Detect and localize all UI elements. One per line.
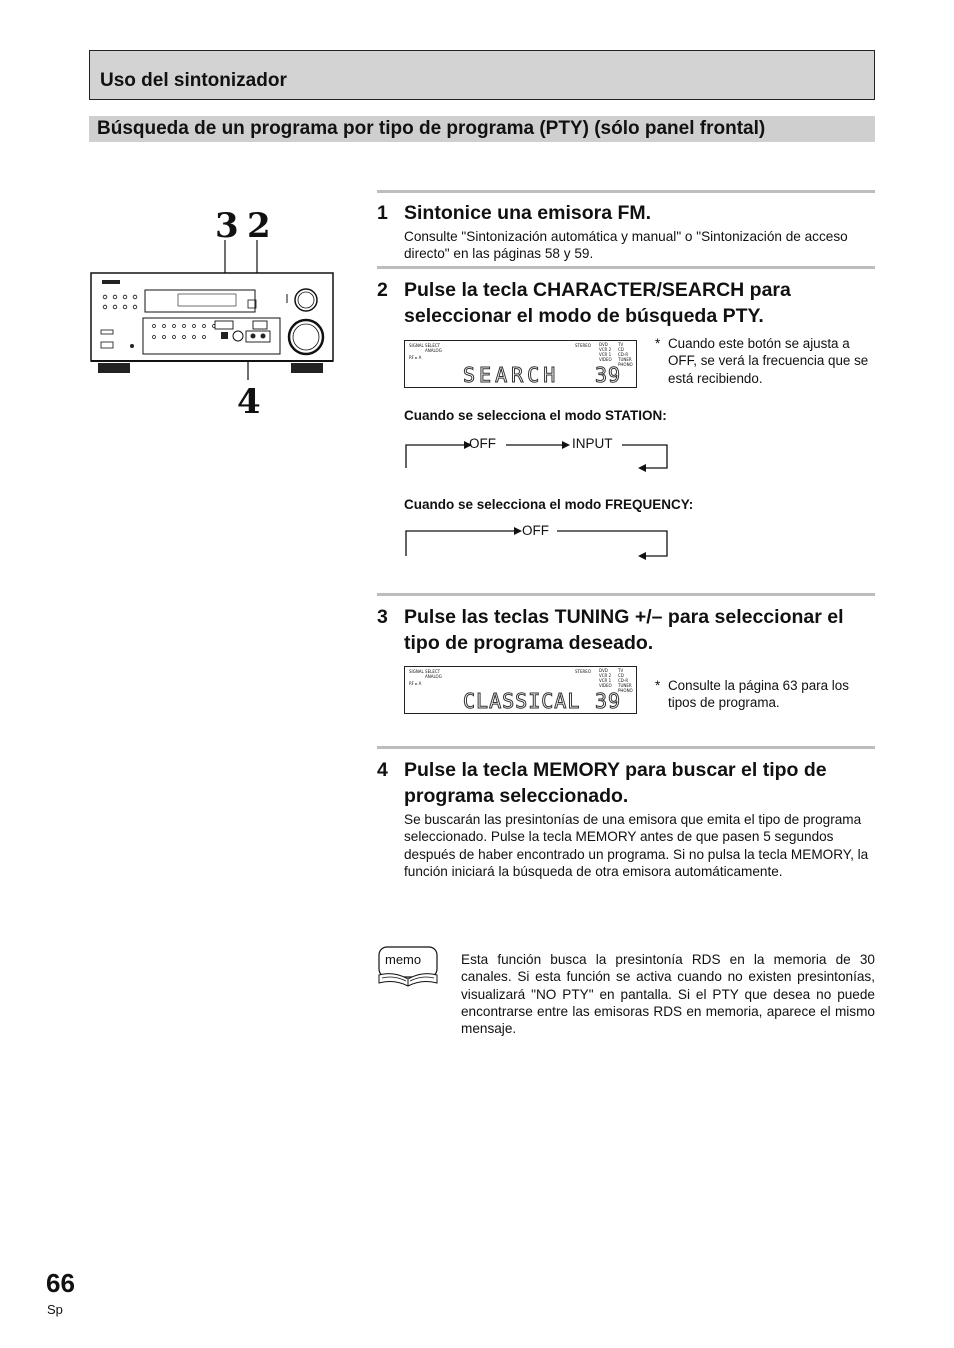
station-flow-diagram bbox=[404, 432, 672, 472]
lcd-stereo: STEREO bbox=[575, 343, 591, 348]
station-mode-label: Cuando se selecciona el modo STATION: bbox=[404, 408, 667, 423]
lcd-col1-item: VCR 1 bbox=[599, 352, 612, 357]
step2-rule bbox=[377, 266, 875, 269]
lcd-col2-item: TV bbox=[618, 668, 624, 673]
figure-label-4: 4 bbox=[237, 382, 261, 422]
language-code: Sp bbox=[47, 1302, 63, 1317]
header-title: Uso del sintonizador bbox=[100, 70, 287, 91]
lcd-col1-item: VIDEO bbox=[599, 357, 612, 362]
step2-note-star: * bbox=[655, 336, 661, 351]
lcd-col2-item: CD bbox=[618, 673, 624, 678]
step3-display-channel: 39 bbox=[595, 689, 622, 713]
lcd-analog: ANALOG bbox=[425, 674, 442, 679]
step3-number: 3 bbox=[377, 606, 388, 628]
lcd-col1-item: DVD bbox=[599, 668, 608, 673]
section-title: Búsqueda de un programa por tipo de programa (PTY) (sólo panel frontal) bbox=[97, 118, 766, 139]
step1-number: 1 bbox=[377, 202, 388, 224]
step2-display-channel: 39 bbox=[595, 363, 622, 387]
lcd-signal-select: SIGNAL SELECT bbox=[409, 669, 441, 674]
step3-title: Pulse las teclas TUNING +/– para seleccionar el tipo de programa deseado. bbox=[404, 606, 844, 654]
step4-rule bbox=[377, 746, 875, 749]
step3-rule bbox=[377, 593, 875, 596]
step4-title: Pulse la tecla MEMORY para buscar el tipo de programa seleccionado. bbox=[404, 759, 827, 807]
step2-title: Pulse la tecla CHARACTER/SEARCH para seleccionar el modo de búsqueda PTY. bbox=[404, 279, 791, 327]
step4-body: Se buscarán las presintonías de una emisora que emita el tipo de programa seleccionado. Pulse la tecla MEMORY antes de que pasen 5 segundos después de haber encontrado un programa. Si no pulsa la tecla MEMORY, la función iniciará la búsqueda de otra emisora automáticamente. bbox=[404, 812, 869, 879]
lcd-rf: RF ▸ A bbox=[409, 681, 422, 686]
receiver-illustration bbox=[88, 230, 338, 380]
frequency-flow-off: OFF bbox=[522, 523, 549, 538]
step3-note: Consulte la página 63 para los tipos de programa. bbox=[668, 678, 849, 711]
step1-title: Sintonice una emisora FM. bbox=[404, 202, 652, 224]
lcd-analog: ANALOG bbox=[425, 348, 442, 353]
lcd-col2-item: CD-R bbox=[618, 678, 629, 683]
step3-note-star: * bbox=[655, 678, 661, 693]
frequency-mode-label: Cuando se selecciona el modo FREQUENCY: bbox=[404, 497, 694, 512]
lcd-stereo: STEREO bbox=[575, 669, 591, 674]
lcd-col2-item: TUNER bbox=[618, 357, 632, 362]
lcd-col2-item: TUNER bbox=[618, 683, 632, 688]
lcd-col2-item: PHONO bbox=[618, 688, 633, 693]
lcd-col1-item: VCR 2 bbox=[599, 673, 612, 678]
lcd-rf: RF ▸ A bbox=[409, 355, 422, 360]
lcd-col1 bbox=[599, 668, 615, 688]
step2-number: 2 bbox=[377, 279, 388, 301]
figure-label-3: 3 bbox=[215, 206, 239, 246]
step4-number: 4 bbox=[377, 759, 388, 781]
memo-text: Esta función busca la presintonía RDS en la memoria de 30 canales. Si esta función se activa cuando no existen presintonías, visualizará "NO PTY" en pantalla. Si el PTY que desea no puede encontrarse entre las emisoras RDS en memoria, aparece el mismo mensaje. bbox=[461, 952, 875, 1037]
lcd-col1-item: VCR 2 bbox=[599, 347, 612, 352]
lcd-col2-item: CD bbox=[618, 347, 624, 352]
step1-rule bbox=[377, 190, 875, 193]
lcd-col1-item: VCR 1 bbox=[599, 678, 612, 683]
step1-body: Consulte "Sintonización automática y manual" o "Sintonización de acceso directo" en las páginas 58 y 59. bbox=[404, 229, 848, 262]
memo-icon-label: memo bbox=[385, 952, 422, 967]
step3-display bbox=[404, 666, 637, 714]
station-flow-input: INPUT bbox=[572, 436, 613, 451]
page-number: 66 bbox=[46, 1268, 75, 1298]
lcd-col2-item: CD-R bbox=[618, 352, 629, 357]
lcd-col1-item: DVD bbox=[599, 342, 608, 347]
lcd-signal-select: SIGNAL SELECT bbox=[409, 343, 441, 348]
step2-note: Cuando este botón se ajusta a OFF, se verá la frecuencia que se está recibiendo. bbox=[668, 336, 869, 386]
lcd-col2-item: PHONO bbox=[618, 362, 633, 367]
lcd-col2-item: TV bbox=[618, 342, 624, 347]
step3-display-text: CLASSICAL bbox=[463, 689, 581, 713]
station-flow-off: OFF bbox=[469, 436, 496, 451]
step2-display-text: SEARCH bbox=[463, 363, 560, 387]
figure-label-2: 2 bbox=[247, 206, 271, 246]
step2-display bbox=[404, 340, 637, 388]
lcd-col1-item: VIDEO bbox=[599, 683, 612, 688]
lcd-col1 bbox=[599, 342, 615, 362]
